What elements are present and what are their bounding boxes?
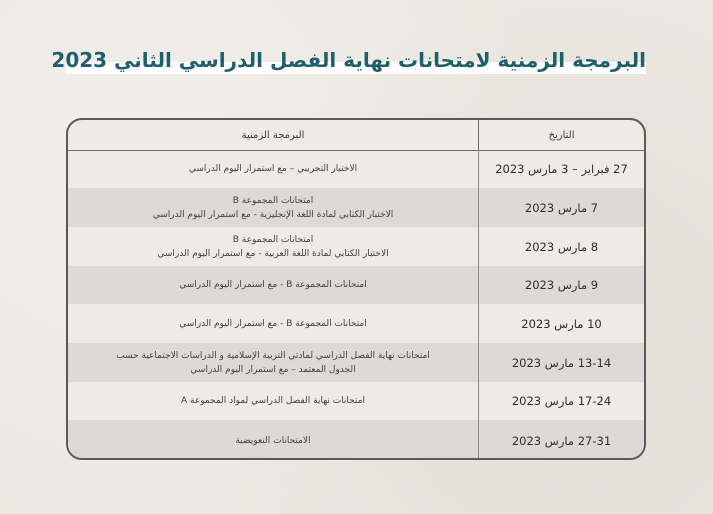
schedule-line: الاختبار الكتابي لمادة اللغة الإنجليزية - مع استمرار اليوم الدراسي (152, 209, 394, 220)
table-header (68, 120, 644, 151)
row-schedule (68, 420, 478, 460)
row-date: 27-31 مارس 2023 (478, 420, 644, 460)
row-date: 9 مارس 2023 (478, 266, 644, 304)
row-schedule (68, 304, 478, 343)
row-schedule (68, 343, 478, 382)
table-row (68, 227, 644, 266)
schedule-line: الاختبار الكتابي لمادة اللغة العربية - مع استمرار اليوم الدراسي (157, 248, 389, 259)
schedule-line: امتحانات نهاية الفصل الدراسي لمادتي التربية الإسلامية و الدراسات الاجتماعية حسب (116, 350, 430, 361)
table-row (68, 150, 644, 188)
row-date: 7 مارس 2023 (478, 188, 644, 227)
schedule-table (66, 118, 646, 460)
table-row (68, 382, 644, 420)
row-date: 8 مارس 2023 (478, 227, 644, 266)
schedule-line: امتحانات المجموعة B - مع استمرار اليوم الدراسي (179, 318, 367, 329)
schedule-line: امتحانات المجموعة B - مع استمرار اليوم الدراسي (179, 280, 367, 290)
page-title: البرمجة الزمنية لامتحانات نهاية الفصل الدراسي الثاني 2023 (51, 48, 646, 72)
table-body (68, 150, 644, 458)
header-date: التاريخ (478, 120, 644, 150)
row-date: 27 فبراير – 3 مارس 2023 (478, 150, 644, 188)
schedule-line: امتحانات المجموعة B (232, 195, 314, 206)
table-row (68, 343, 644, 382)
row-schedule (68, 227, 478, 266)
row-date: 17-24 مارس 2023 (478, 382, 644, 420)
table-row (68, 420, 644, 460)
title-block (51, 46, 646, 76)
row-schedule (68, 382, 478, 420)
header-schedule: البرمجة الزمنية (241, 129, 305, 141)
schedule-line: الامتحانات التعويضية (235, 436, 311, 446)
schedule-line: امتحانات المجموعة B (232, 234, 314, 245)
schedule-line: الاختبار التجريبي – مع استمرار اليوم الدراسي (188, 164, 358, 174)
table-row (68, 304, 644, 343)
schedule-line: امتحانات نهاية الفصل الدراسي لمواد المجموعة A (180, 396, 366, 406)
row-date: 13-14 مارس 2023 (478, 343, 644, 382)
row-schedule (68, 266, 478, 304)
row-schedule (68, 150, 478, 188)
table-row (68, 188, 644, 227)
row-date: 10 مارس 2023 (478, 304, 644, 343)
row-schedule (68, 188, 478, 227)
table-row (68, 266, 644, 304)
schedule-line: الجدول المعتمد – مع استمرار اليوم الدراسي (190, 364, 356, 375)
